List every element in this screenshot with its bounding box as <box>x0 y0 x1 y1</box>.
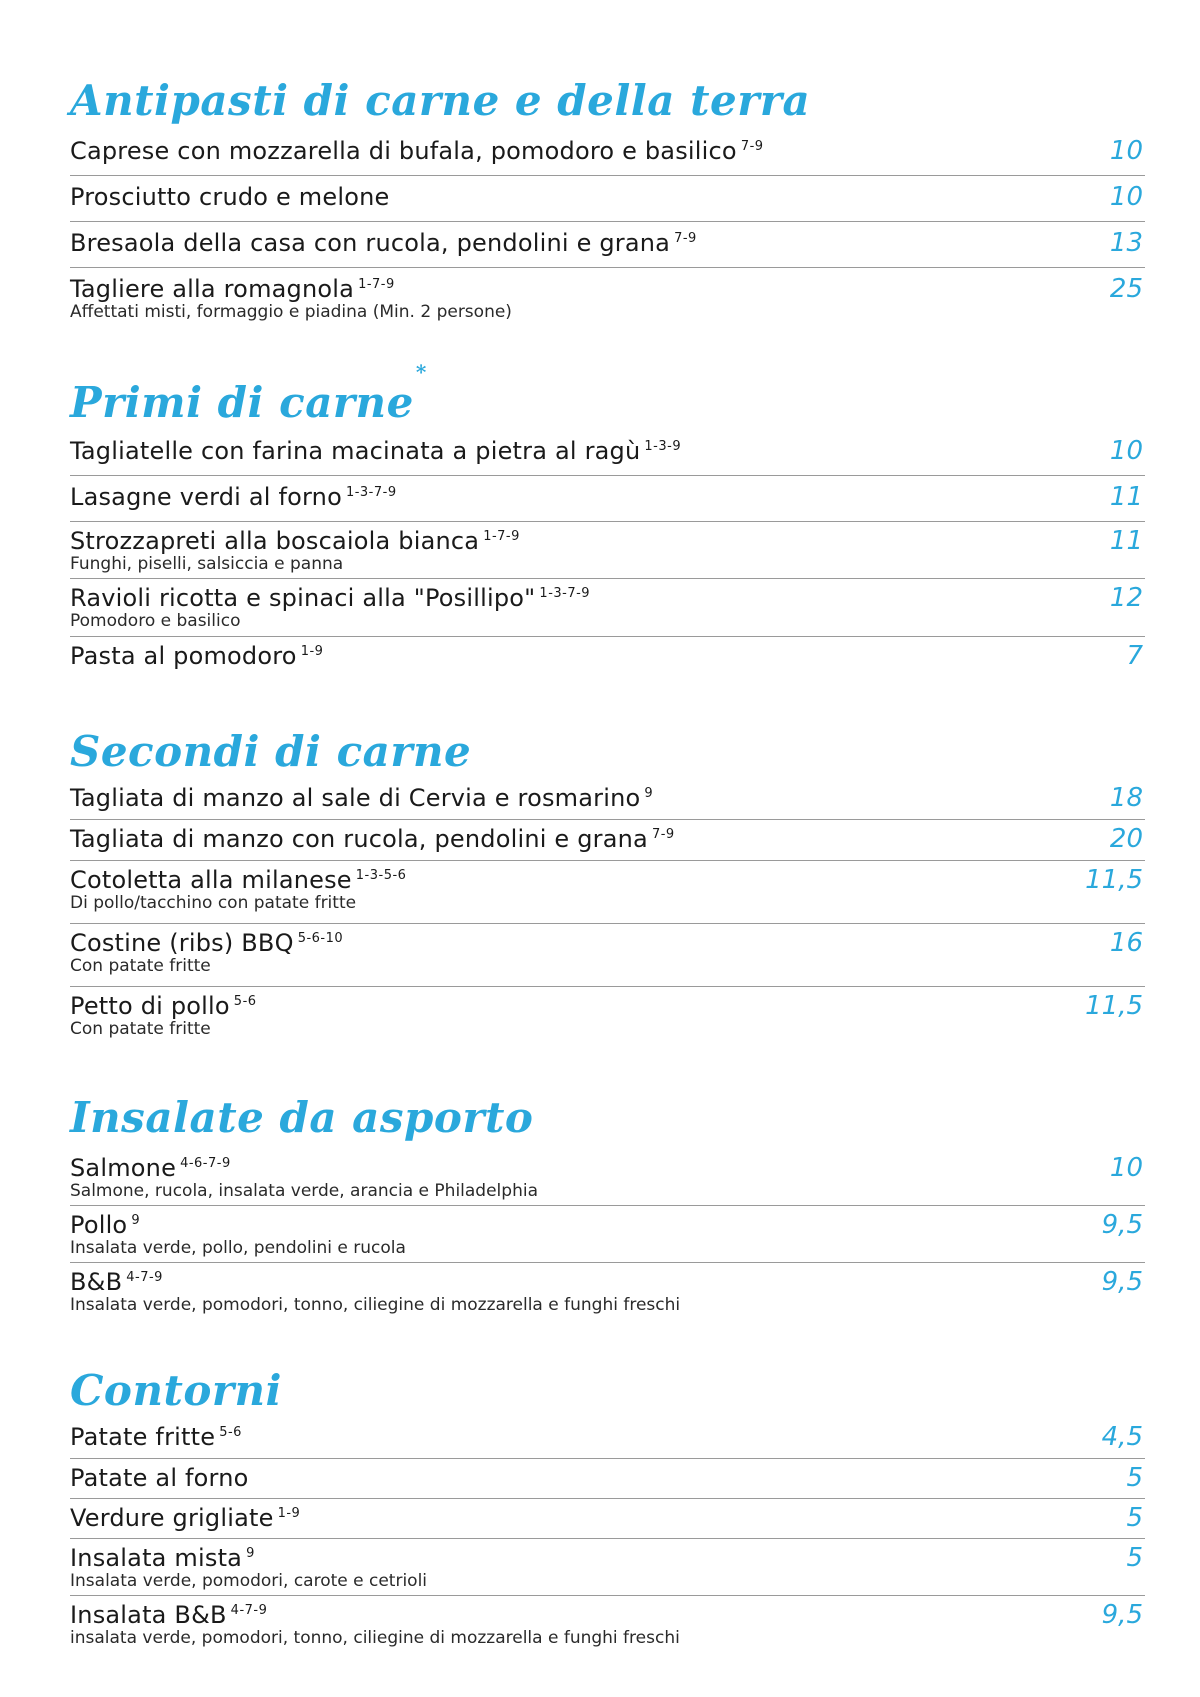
item-allergens: 5-6-10 <box>297 931 344 946</box>
item-price: 10 <box>1109 136 1143 166</box>
item-name: Strozzapreti alla boscaiola bianca <box>70 527 480 555</box>
menu-item <box>70 222 1145 268</box>
item-name: Ravioli ricotta e spinaci alla "Posillipo" <box>70 584 536 612</box>
menu-item <box>70 130 1145 176</box>
item-price: 12 <box>1109 583 1143 613</box>
item-price: 10 <box>1109 182 1143 212</box>
item-price: 11,5 <box>1085 865 1143 895</box>
menu-item <box>70 1206 1145 1263</box>
item-allergens: 9 <box>644 786 654 801</box>
section-title: Insalate da asporto <box>70 1093 534 1142</box>
menu-item <box>70 430 1145 476</box>
menu-item <box>70 1459 1145 1499</box>
item-allergens: 7-9 <box>740 139 764 154</box>
item-description: Pomodoro e basilico <box>70 611 241 631</box>
item-description: Di pollo/tacchino con patate fritte <box>70 893 357 913</box>
item-price: 11 <box>1109 526 1143 556</box>
section-secondi <box>70 711 1145 1045</box>
item-description: Affettati misti, formaggio e piadina (Min. 2 persone) <box>70 302 512 322</box>
menu-item <box>70 1149 1145 1206</box>
item-allergens: 7-9 <box>651 827 675 842</box>
section-contorni <box>70 1350 1145 1653</box>
item-name: Patate al forno <box>70 1464 249 1492</box>
item-price: 11 <box>1109 482 1143 512</box>
menu-item <box>70 176 1145 222</box>
item-allergens: 9 <box>246 1546 255 1561</box>
section-title: Contorni <box>70 1366 283 1415</box>
item-name: Patate fritte <box>70 1423 216 1451</box>
item-name: Tagliata di manzo con rucola, pendolini e grana <box>70 825 648 853</box>
item-allergens: 4-6-7-9 <box>180 1156 231 1171</box>
item-price: 13 <box>1109 228 1143 258</box>
item-name: B&B <box>70 1268 123 1296</box>
menu-item <box>70 268 1145 328</box>
item-name: Pasta al pomodoro <box>70 642 297 670</box>
item-price: 11,5 <box>1085 991 1143 1021</box>
item-price: 16 <box>1109 928 1143 958</box>
item-name: Verdure grigliate <box>70 1504 274 1532</box>
item-allergens: 1-3-7-9 <box>539 586 591 601</box>
item-description: Con patate fritte <box>70 956 211 976</box>
item-allergens: 5-6 <box>233 994 257 1009</box>
menu-item <box>70 579 1145 637</box>
menu-item <box>70 1596 1145 1653</box>
item-name: Salmone <box>70 1154 177 1182</box>
item-price: 5 <box>1126 1543 1143 1573</box>
menu-item <box>70 476 1145 522</box>
section-title: Antipasti di carne e della terra <box>70 76 811 125</box>
menu-item <box>70 1539 1145 1596</box>
menu-item <box>70 1263 1145 1320</box>
item-name: Prosciutto crudo e melone <box>70 183 390 211</box>
item-price: 5 <box>1126 1503 1143 1533</box>
item-allergens: 1-3-5-6 <box>355 868 407 883</box>
item-price: 10 <box>1109 436 1143 466</box>
item-name: Bresaola della casa con rucola, pendolini e grana <box>70 229 671 257</box>
item-price: 5 <box>1126 1463 1143 1493</box>
menu-item <box>70 637 1145 677</box>
item-price: 4,5 <box>1101 1422 1143 1452</box>
item-allergens: 1-3-9 <box>644 439 682 454</box>
item-price: 7 <box>1126 641 1143 671</box>
item-name: Pollo <box>70 1211 128 1239</box>
item-price: 25 <box>1109 274 1143 304</box>
menu-page <box>70 60 1145 1653</box>
item-allergens: 7-9 <box>674 231 697 246</box>
section-antipasti <box>70 60 1145 328</box>
menu-item <box>70 1418 1145 1459</box>
item-name: Lasagne verdi al forno <box>70 483 342 511</box>
item-allergens: 9 <box>131 1213 141 1228</box>
item-allergens: 4-7-9 <box>126 1270 163 1285</box>
item-name: Caprese con mozzarella di bufala, pomodoro e basilico <box>70 137 737 165</box>
item-name: Tagliere alla romagnola <box>70 275 355 303</box>
section-title-mark: * <box>415 360 427 384</box>
item-allergens: 1-7-9 <box>483 529 520 544</box>
item-price: 9,5 <box>1101 1267 1143 1297</box>
item-description: insalata verde, pomodori, tonno, ciliegine di mozzarella e funghi freschi <box>70 1628 680 1648</box>
item-description: Insalata verde, pollo, pendolini e rucola <box>70 1238 406 1258</box>
item-price: 9,5 <box>1101 1210 1143 1240</box>
item-description: Salmone, rucola, insalata verde, arancia e Philadelphia <box>70 1181 538 1201</box>
item-description: Insalata verde, pomodori, carote e cetrioli <box>70 1571 428 1591</box>
item-description: Con patate fritte <box>70 1019 211 1039</box>
menu-item <box>70 1499 1145 1539</box>
item-name: Insalata mista <box>70 1544 243 1572</box>
item-price: 20 <box>1109 824 1143 854</box>
section-title: Primi di carne * <box>70 360 427 427</box>
item-name: Cotoletta alla milanese <box>70 866 352 894</box>
item-price: 9,5 <box>1101 1600 1143 1630</box>
item-name: Petto di pollo <box>70 992 230 1020</box>
item-allergens: 1-9 <box>277 1506 301 1521</box>
menu-item <box>70 861 1145 924</box>
item-price: 18 <box>1109 783 1143 813</box>
item-allergens: 1-3-7-9 <box>345 485 397 500</box>
menu-item <box>70 779 1145 820</box>
item-description: Funghi, piselli, salsiccia e panna <box>70 554 344 574</box>
menu-item <box>70 522 1145 579</box>
item-allergens: 4-7-9 <box>230 1603 268 1618</box>
item-allergens: 1-7-9 <box>358 277 395 292</box>
section-title: Secondi di carne <box>70 727 472 776</box>
section-primi <box>70 362 1145 677</box>
item-allergens: 5-6 <box>219 1425 242 1440</box>
item-allergens: 1-9 <box>300 644 324 659</box>
item-name: Insalata B&B <box>70 1601 227 1629</box>
item-description: Insalata verde, pomodori, tonno, ciliegine di mozzarella e funghi freschi <box>70 1295 681 1315</box>
item-name: Costine (ribs) BBQ <box>70 929 294 957</box>
menu-item <box>70 820 1145 861</box>
item-price: 10 <box>1109 1153 1143 1183</box>
section-insalate <box>70 1077 1145 1320</box>
item-name: Tagliatelle con farina macinata a pietra al ragù <box>70 437 641 465</box>
menu-item <box>70 924 1145 987</box>
menu-item <box>70 987 1145 1045</box>
item-name: Tagliata di manzo al sale di Cervia e rosmarino <box>70 784 641 812</box>
